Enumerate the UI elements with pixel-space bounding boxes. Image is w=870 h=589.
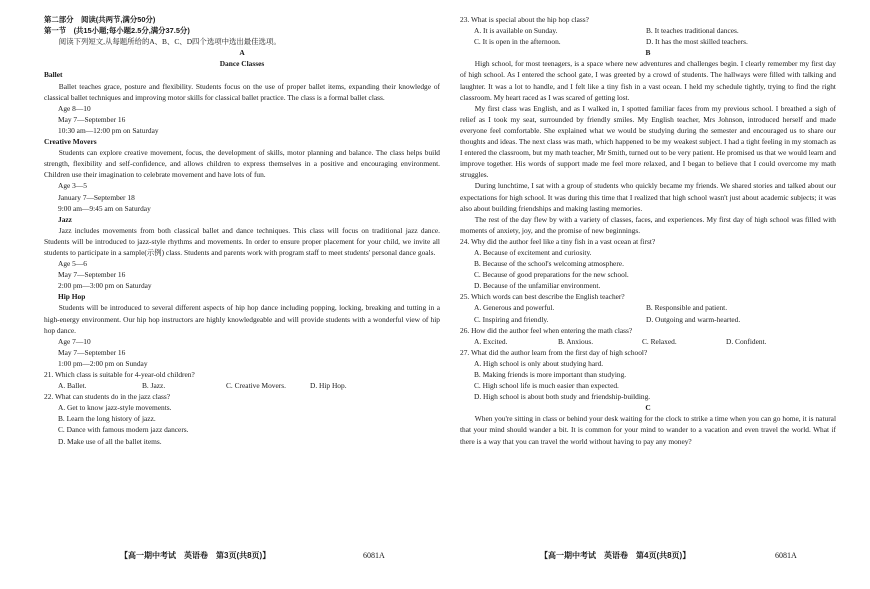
section-heading: 第一节 (共15小题;每小题2.5分,满分37.5分): [44, 26, 190, 36]
passage-b-paragraph: High school, for most teenagers, is a space where new adventures and challenges begin. I clearly remember my first day of high school. As I entered the school gate, I was greeted by a crowd of students. The hallways were filled with talking and laughter. It was a lot to handle, and I felt like a tiny fish in a vast ocean. I held my schedule tightly, trying to find the right classroom. My heart raced as I was scared of getting lost.: [460, 59, 836, 102]
option-d: D. It has the most skilled teachers.: [646, 37, 748, 47]
option-row: [460, 25, 836, 36]
option-a: A. High school is only about studying hard.: [474, 358, 604, 368]
class-dates: May 7—September 16: [58, 270, 126, 280]
option-b: B. Because of the school's welcoming atmosphere.: [474, 259, 624, 269]
class-name: Creative Movers: [44, 137, 97, 147]
option-d: D. Make use of all the ballet items.: [58, 436, 162, 446]
option-c: C. Creative Movers.: [226, 381, 286, 391]
page-3-footer: [120, 550, 385, 561]
option-a: A. Get to know jazz-style movements.: [58, 403, 172, 413]
option-c: C. Relaxed.: [642, 336, 677, 346]
class-time: 1:00 pm—2:00 pm on Sunday: [58, 358, 148, 368]
page-3: [44, 14, 440, 447]
class-age: Age 3—5: [58, 181, 87, 191]
footer-text: 【高一期中考试 英语卷 第4页(共8页)】: [540, 551, 691, 560]
passage-b-paragraph: My first class was English, and as I walked in, I spotted familiar faces from my previous school. I breathed a sigh of relief as I took my seat, surrounded by friendly smiles. My English teacher, Mrs Johnson, introduced herself and made everyone feel comfortable. She explained what we would be studying during the semester and encouraged us to share our thoughts and ideas. The next class was math, which happened to be my weakest subject. I had a tight feeling in my stomach as I entered the classroom, but my math teacher, Mr Smith, turned out to be very patient. He promised us that we would learn and improve together. His words of support made me feel more relaxed, and I began to believe that I could overcome my math struggles.: [460, 103, 836, 180]
class-dates: May 7—September 16: [58, 114, 126, 124]
class-description: Students can explore creative movement, focus, the development of skills, motor planning and balance. The class helps build strength, flexibility and self-confidence, and allows children to express themselves in a positive and encouraging environment. Children use their imagination to celebrate movement and have lots of fun.: [44, 148, 440, 180]
class-name: Ballet: [44, 70, 63, 80]
option-b: B. Jazz.: [142, 381, 166, 391]
option-c: C. Dance with famous modern jazz dancers.: [58, 425, 189, 435]
option-a: A. It is available on Sunday.: [474, 26, 558, 36]
page-4-footer: [540, 550, 797, 561]
option-row: [460, 302, 836, 313]
option-c: C. Because of good preparations for the new school.: [474, 270, 629, 280]
class-age: Age 5—6: [58, 259, 87, 269]
class-time: 2:00 pm—3:00 pm on Saturday: [58, 281, 152, 291]
question-stem: 26. How did the author feel when entering the math class?: [460, 325, 633, 335]
question-22: [44, 391, 440, 446]
footer-code: 6081A: [775, 551, 797, 560]
passage-b-paragraph: During lunchtime, I sat with a group of students who quickly became my friends. We shared stories and talked about our expectations for high school. It was during this time that I realized that high school wasn't just about academic subjects; it was also about building friendships and making lasting memories.: [460, 181, 836, 213]
class-hip-hop: [44, 291, 440, 369]
option-a: A. Because of excitement and curiosity.: [474, 247, 592, 257]
option-c: C. It is open in the afternoon.: [474, 37, 561, 47]
passage-b-paragraph: The rest of the day flew by with a variety of classes, faces, and experiences. My first day of high school was filled with moments of anxiety, joy, and the promise of new beginnings.: [460, 214, 836, 235]
question-23: [460, 14, 836, 47]
question-24: [460, 236, 836, 291]
question-stem: 22. What can students do in the jazz class?: [44, 392, 171, 402]
question-stem: 24. Why did the author feel like a tiny fish in a vast ocean at first?: [460, 236, 656, 246]
passage-letter-c: C: [645, 403, 651, 413]
class-ballet: [44, 69, 440, 136]
option-row: [460, 314, 836, 325]
class-description: Ballet teaches grace, posture and flexibility. Students focus on the use of proper ballet items, expanding their knowledge of classical ballet techniques and improving motor skills for classical ballet practice. The class is a formal ballet class.: [44, 81, 440, 102]
footer-text: 【高一期中考试 英语卷 第3页(共8页)】: [120, 551, 271, 560]
passage-letter-a: A: [239, 48, 245, 58]
class-dates: January 7—September 18: [58, 192, 135, 202]
option-c: C. High school life is much easier than expected.: [474, 381, 619, 391]
class-time: 10:30 am—12:00 pm on Saturday: [58, 125, 159, 135]
passage-c-paragraph: When you're sitting in class or behind your desk waiting for the clock to strike a time when you can go home, it is natural that your mind should wander a bit. It is common for your mind to wander to a vacation and even travel the world. What if there is a way that you can travel the world without having to pay any money?: [460, 414, 836, 446]
class-creative-movers: [44, 136, 440, 214]
option-row: [460, 336, 836, 347]
option-row: [44, 380, 440, 391]
option-d: D. Outgoing and warm-hearted.: [646, 314, 741, 324]
class-time: 9:00 am—9:45 am on Saturday: [58, 203, 151, 213]
question-stem: 23. What is special about the hip hop class?: [460, 15, 589, 24]
passage-title: Dance Classes: [219, 59, 265, 69]
passage-letter-b: B: [645, 48, 651, 58]
class-age: Age 7—10: [58, 336, 91, 346]
class-age: Age 8—10: [58, 103, 91, 113]
class-name: Hip Hop: [58, 292, 86, 302]
option-c: C. Inspiring and friendly.: [474, 314, 549, 324]
option-b: B. It teaches traditional dances.: [646, 26, 739, 36]
question-stem: 27. What did the author learn from the first day of high school?: [460, 347, 648, 357]
option-d: D. Because of the unfamiliar environment.: [474, 281, 601, 291]
class-jazz: [44, 214, 440, 292]
class-description: Students will be introduced to several different aspects of hip hop dance including popping, locking, breaking and tutting in a high-energy environment. Our hip hop instructors are highly knowledgeable and will provide students with a wonderful view of hip hop dance.: [44, 303, 440, 335]
instructions: 阅读下列短文,从每题所给的A、B、C、D四个选项中选出最佳选项。: [58, 37, 281, 47]
question-stem: 25. Which words can best describe the English teacher?: [460, 292, 625, 302]
question-21: [44, 369, 440, 391]
option-d: D. High school is about both study and friendship-building.: [474, 392, 651, 402]
question-stem: 21. Which class is suitable for 4-year-old children?: [44, 370, 195, 379]
option-b: B. Responsible and patient.: [646, 303, 728, 313]
option-d: D. Confident.: [726, 336, 767, 346]
question-27: [460, 347, 836, 402]
option-row: [460, 36, 836, 47]
question-25: [460, 291, 836, 324]
class-description: Jazz includes movements from both classical ballet and dance techniques. This class will focus on traditional jazz dance. Students will be introduced to jazz-style rhythms and movements. In order to ensure proper placement for your child, we invite all students to participate in a sample(示例) class. Students and parents work with program staff to meet students' personal dance goals.: [44, 225, 440, 257]
question-26: [460, 325, 836, 347]
page-4: [460, 14, 836, 447]
class-name: Jazz: [58, 214, 72, 224]
option-b: B. Learn the long history of jazz.: [58, 414, 156, 424]
part-heading: 第二部分 阅读(共两节,满分50分): [44, 15, 156, 24]
footer-code: 6081A: [363, 551, 385, 560]
class-dates: May 7—September 16: [58, 347, 126, 357]
option-b: B. Making friends is more important than studying.: [474, 370, 627, 379]
option-a: A. Ballet.: [58, 381, 87, 391]
option-b: B. Anxious.: [558, 336, 594, 346]
option-a: A. Generous and powerful.: [474, 303, 555, 313]
option-d: D. Hip Hop.: [310, 381, 347, 391]
option-a: A. Excited.: [474, 336, 508, 346]
